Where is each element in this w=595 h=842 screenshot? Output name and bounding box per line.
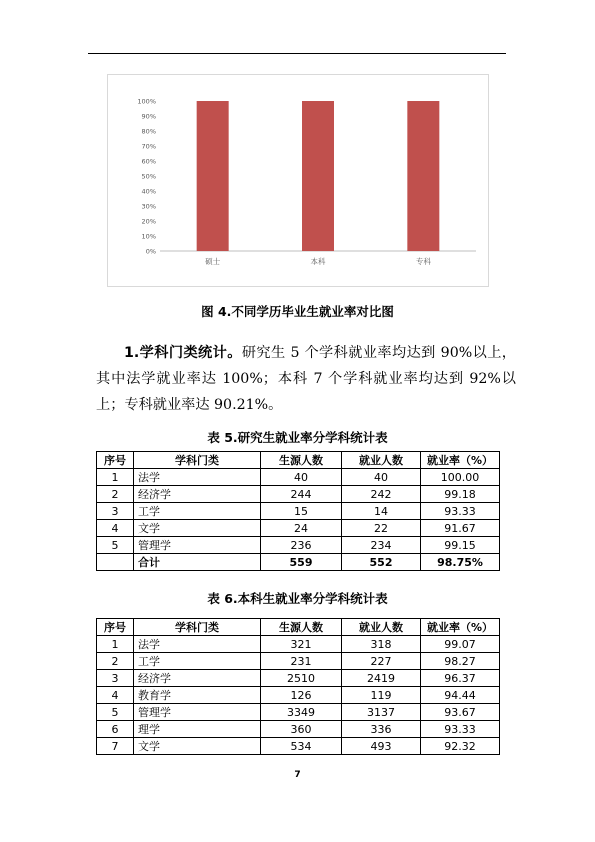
table-cell: 231 (261, 653, 342, 670)
y-tick-label: 70% (141, 142, 156, 151)
y-tick-label: 100% (137, 97, 156, 106)
x-tick-label: 硕士 (205, 257, 221, 266)
table-cell: 6 (97, 721, 134, 738)
table5-header-cell: 学科门类 (134, 452, 261, 469)
y-tick-label: 20% (141, 217, 156, 226)
table-cell: 法学 (134, 636, 261, 653)
table5-header-cell: 生源人数 (261, 452, 342, 469)
table-total-row (97, 554, 500, 571)
table-cell: 126 (261, 687, 342, 704)
x-tick-label: 本科 (310, 257, 326, 266)
table-cell: 3 (97, 503, 134, 520)
table-row (97, 653, 500, 670)
y-tick-label: 0% (145, 247, 156, 256)
table6-header-cell: 序号 (97, 619, 134, 636)
table6-header-cell: 就业人数 (342, 619, 421, 636)
table-cell: 工学 (134, 653, 261, 670)
table-total-cell: 552 (342, 554, 421, 571)
table-cell: 2 (97, 486, 134, 503)
table-row (97, 687, 500, 704)
y-tick-label: 90% (141, 112, 156, 121)
table-cell: 3 (97, 670, 134, 687)
table6-header-cell: 生源人数 (261, 619, 342, 636)
table6-header-row (97, 619, 500, 636)
table-row (97, 721, 500, 738)
table-cell: 工学 (134, 503, 261, 520)
table-total-cell: 合计 (134, 554, 261, 571)
bar-chart-svg (108, 75, 488, 286)
y-tick-label: 40% (141, 187, 156, 196)
table-cell: 100.00 (421, 469, 500, 486)
y-tick-label: 30% (141, 202, 156, 211)
table-cell: 5 (97, 537, 134, 554)
table-row (97, 670, 500, 687)
page-number: 7 (294, 770, 301, 780)
section-body: 研究生 5 个学科就业率均达到 90%以上，其中法学就业率达 100%；本科 7 个学科就业率均达到 92%以上；专科就业率达 90.21%。 (96, 345, 516, 413)
table-cell: 24 (261, 520, 342, 537)
table-cell: 经济学 (134, 486, 261, 503)
bar (197, 101, 229, 251)
table-row (97, 486, 500, 503)
table-cell: 法学 (134, 469, 261, 486)
table-cell: 15 (261, 503, 342, 520)
table-cell: 99.18 (421, 486, 500, 503)
table-cell: 7 (97, 738, 134, 755)
table5-header-cell: 序号 (97, 452, 134, 469)
table5-title: 表 5.研究生就业率分学科统计表 (207, 430, 388, 445)
table-row (97, 704, 500, 721)
table-row (97, 636, 500, 653)
table-cell: 93.33 (421, 721, 500, 738)
table-cell: 336 (342, 721, 421, 738)
table-row (97, 503, 500, 520)
table-cell: 5 (97, 704, 134, 721)
table-cell: 227 (342, 653, 421, 670)
x-tick-label: 专科 (415, 257, 431, 266)
table-cell: 99.07 (421, 636, 500, 653)
table6-header-cell: 就业率（%） (421, 619, 500, 636)
bar (302, 101, 334, 251)
table6-header-cell: 学科门类 (134, 619, 261, 636)
table-cell: 2 (97, 653, 134, 670)
table-cell: 119 (342, 687, 421, 704)
table-cell: 234 (342, 537, 421, 554)
table-cell: 98.27 (421, 653, 500, 670)
table-cell: 321 (261, 636, 342, 653)
table-cell: 22 (342, 520, 421, 537)
table-row (97, 520, 500, 537)
table-cell: 4 (97, 687, 134, 704)
table-cell: 92.32 (421, 738, 500, 755)
section-lead: 1.学科门类统计。 (124, 345, 242, 361)
table-cell: 3349 (261, 704, 342, 721)
y-tick-label: 80% (141, 127, 156, 136)
table-cell: 318 (342, 636, 421, 653)
table-cell: 493 (342, 738, 421, 755)
table-cell: 40 (261, 469, 342, 486)
table-cell: 管理学 (134, 537, 261, 554)
table-cell: 244 (261, 486, 342, 503)
figure-caption: 图 4.不同学历毕业生就业率对比图 (201, 304, 394, 319)
table-cell: 管理学 (134, 704, 261, 721)
table-cell-empty (97, 554, 134, 571)
table-total-cell: 98.75% (421, 554, 500, 571)
table6-title: 表 6.本科生就业率分学科统计表 (207, 591, 388, 606)
y-tick-label: 10% (141, 232, 156, 241)
table-row (97, 738, 500, 755)
table5-header-row (97, 452, 500, 469)
table6 (96, 618, 500, 755)
table-cell: 94.44 (421, 687, 500, 704)
section-paragraph (96, 340, 516, 418)
table-cell: 236 (261, 537, 342, 554)
y-tick-label: 60% (141, 157, 156, 166)
table-cell: 文学 (134, 738, 261, 755)
table5-header-cell: 就业人数 (342, 452, 421, 469)
table-cell: 理学 (134, 721, 261, 738)
table-cell: 14 (342, 503, 421, 520)
table-cell: 93.33 (421, 503, 500, 520)
table5 (96, 451, 500, 571)
table-cell: 1 (97, 636, 134, 653)
table-cell: 99.15 (421, 537, 500, 554)
table-cell: 2419 (342, 670, 421, 687)
table-cell: 242 (342, 486, 421, 503)
table-cell: 经济学 (134, 670, 261, 687)
table-cell: 1 (97, 469, 134, 486)
table-cell: 96.37 (421, 670, 500, 687)
bar-chart (107, 74, 489, 287)
table-cell: 教育学 (134, 687, 261, 704)
table-cell: 360 (261, 721, 342, 738)
table-cell: 2510 (261, 670, 342, 687)
header-rule (88, 53, 506, 54)
table-row (97, 537, 500, 554)
bar (407, 101, 439, 251)
table-row (97, 469, 500, 486)
table-cell: 534 (261, 738, 342, 755)
table-cell: 93.67 (421, 704, 500, 721)
table-cell: 91.67 (421, 520, 500, 537)
table-cell: 4 (97, 520, 134, 537)
table-total-cell: 559 (261, 554, 342, 571)
table5-header-cell: 就业率（%） (421, 452, 500, 469)
y-tick-label: 50% (141, 172, 156, 181)
table-cell: 文学 (134, 520, 261, 537)
table-cell: 3137 (342, 704, 421, 721)
table-cell: 40 (342, 469, 421, 486)
